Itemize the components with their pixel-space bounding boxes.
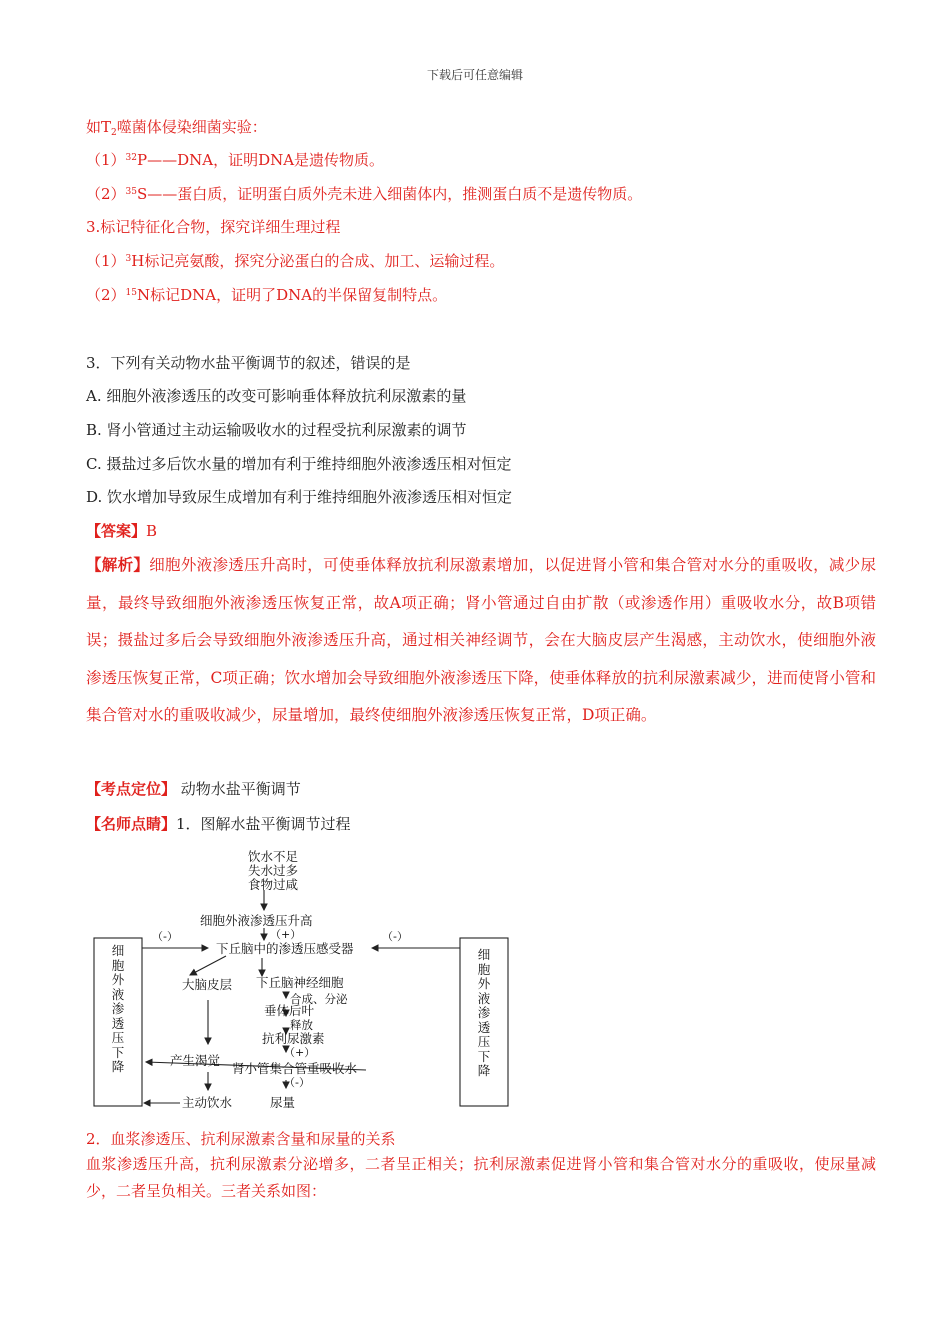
option-a: A. 细胞外液渗透压的改变可影响垂体释放抗利尿激素的量 [86,387,467,405]
mingshi-line: 【名师点睛】1．图解水盐平衡调节过程 [86,815,351,833]
page-header: 下载后可任意编辑 [426,68,523,82]
water-salt-regulation-diagram [86,848,526,1118]
diagram-drink: 主动饮水 [182,1095,233,1110]
option-c: C. 摄盐过多后饮水量的增加有利于维持细胞外液渗透压相对恒定 [86,455,512,473]
intro-heading-3: 3.标记特征化合物，探究详细生理过程 [86,218,341,236]
diagram-plus-2: （+） [284,1046,316,1059]
diagram-minus-right: （-） [382,930,408,943]
answer-line: 【答案】B [86,522,158,540]
option-b: B. 肾小管通过主动运输吸收水的过程受抗利尿激素的调节 [86,421,467,439]
intro-item-1: $(1)^{32}P——DNA$，证明DNA是遗传物质。 [86,151,385,169]
diagram-left-box-label: 细胞外液渗透压下降 [111,943,125,1074]
diagram-minus-left: （-） [152,930,178,943]
intro-item-3: $(1)^3H$标记亮氨酸，探究分泌蛋白的合成、加工、运输过程。 [86,252,505,270]
diagram-release: 释放 [290,1018,313,1032]
diagram-thirst: 产生渴觉 [170,1053,221,1068]
diagram-secrete: 合成、分泌 [290,992,348,1006]
section2-title: 2．血浆渗透压、抗利尿激素含量和尿量的关系 [86,1130,396,1148]
diagram-neuron: 下丘脑神经细胞 [256,975,344,990]
option-d: D. 饮水增加导致尿生成增加有利于维持细胞外液渗透压相对恒定 [86,488,513,506]
diagram-plus-1: （+） [270,928,302,941]
diagram-src-3: 食物过咸 [248,877,299,892]
question-stem: 3．下列有关动物水盐平衡调节的叙述，错误的是 [86,354,411,372]
diagram-pituitary: 垂体后叶 [264,1003,315,1018]
section2-paragraph: 血浆渗透压升高，抗利尿激素分泌增多，二者呈正相关；抗利尿激素促进肾小管和集合管对水分的重吸收，使尿量减少，二者呈负相关。三者关系如图： [86,1155,876,1200]
diagram-adh: 抗利尿激素 [262,1031,325,1046]
diagram-rise: 细胞外液渗透压升高 [200,913,313,928]
diagram-reabsorb: 肾小管集合管重吸收水 [232,1061,358,1076]
diagram-right-box-label: 细胞外液渗透压下降 [477,947,491,1078]
diagram-src-1: 饮水不足 [248,849,299,864]
intro-line: 如$T_2$噬菌体侵染细菌实验： [86,118,267,138]
kaodian-line: 【考点定位】 动物水盐平衡调节 [86,780,301,798]
diagram-urine: 尿量 [270,1095,296,1110]
diagram-cortex: 大脑皮层 [182,977,233,992]
diagram-minus-3: （-） [284,1076,310,1089]
diagram-src-2: 失水过多 [248,863,299,878]
intro-item-2: $(2)^{35}S——$蛋白质，证明蛋白质外壳未进入细菌体内，推测蛋白质不是遗传物质。 [86,185,643,203]
analysis-paragraph: 【解析】细胞外液渗透压升高时，可使垂体释放抗利尿激素增加，以促进肾小管和集合管对水分的重吸收，减少尿量，最终导致细胞外液渗透压恢复正常，故A项正确；肾小管通过自由扩散（或渗透作用）重吸收水分，故B项错误；摄盐过多后会导致细胞外液渗透压升高，通过相关神经调节，会在大脑皮层产生渴感，主动饮水，使细胞外液渗透压恢复正常，C项正确；饮水增加会导致细胞外液渗透压下降，使垂体释放的抗利尿激素减少，进而使肾小管和集合管对水的重吸收减少，尿量增加，最终使细胞外液渗透压恢复正常，D项正确。 [86,555,876,724]
intro-item-4: $(2)^{15}N$标记DNA，证明了DNA的半保留复制特点。 [86,286,448,304]
diagram-receptor: 下丘脑中的渗透压感受器 [216,941,354,956]
